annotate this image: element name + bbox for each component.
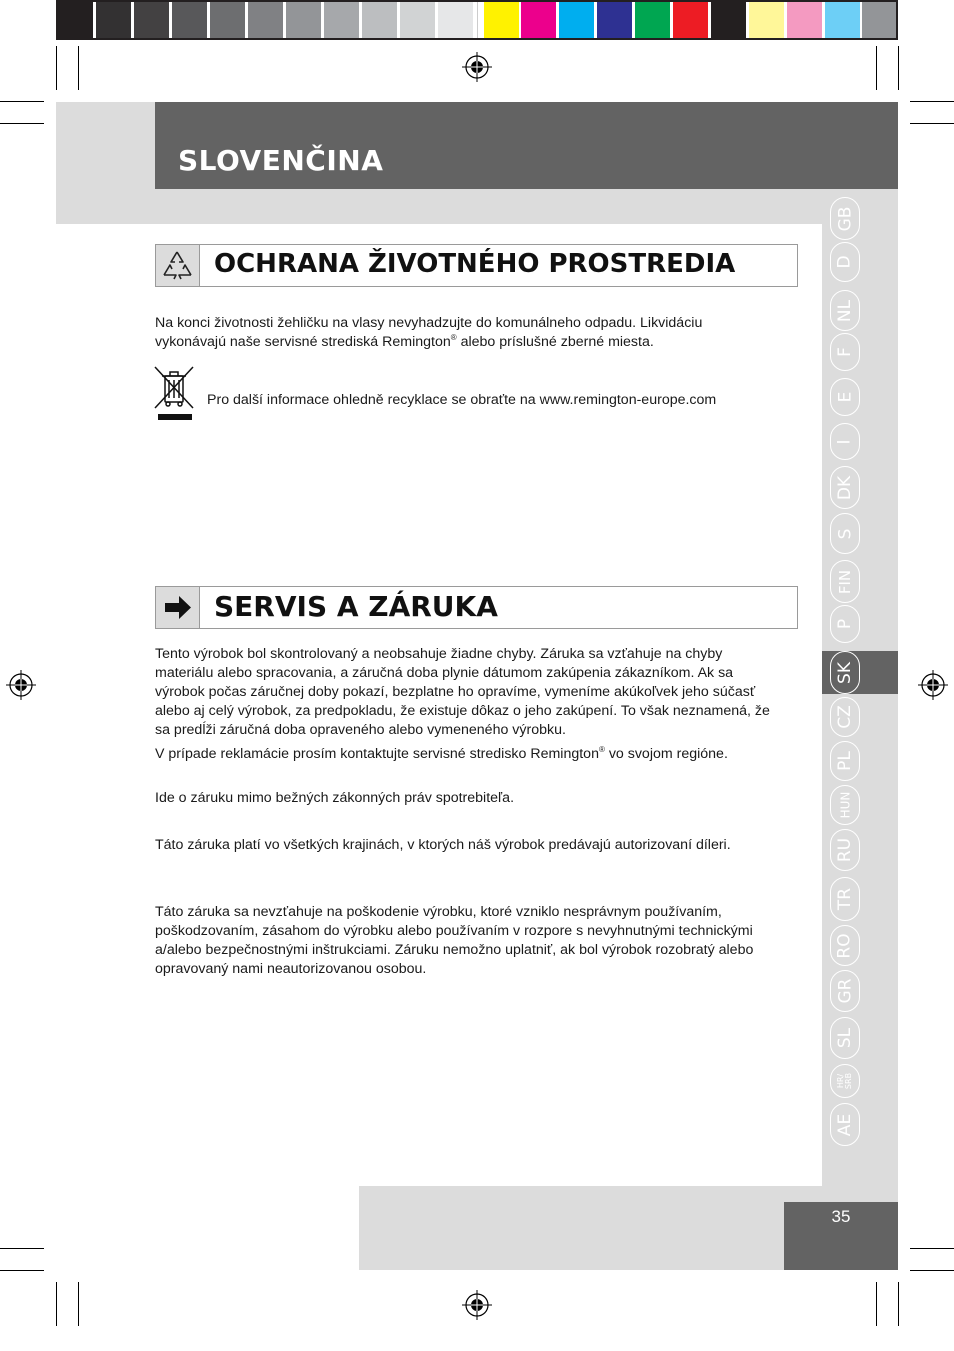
color-swatch xyxy=(711,2,746,38)
language-tab-label: AE xyxy=(835,1113,855,1136)
color-swatch xyxy=(635,2,670,38)
language-tab-label-line: SRB xyxy=(844,1072,853,1090)
language-tab-label: HUN xyxy=(837,791,852,819)
language-tab-tr[interactable] xyxy=(830,877,860,921)
language-tab-cz[interactable] xyxy=(830,697,860,737)
color-swatch xyxy=(787,2,822,38)
language-tab-label: PL xyxy=(834,751,855,771)
section-title: OCHRANA ŽIVOTNÉHO PROSTREDIA xyxy=(214,249,736,279)
registration-mark-icon xyxy=(462,52,492,82)
color-swatch xyxy=(210,2,245,38)
text-span: Na konci životnosti žehličku na vlasy nevyhadzujte do komunálneho odpadu. Likvidáciu vykonávajú naše servisné strediská Remington xyxy=(155,315,703,350)
language-tab-label: F xyxy=(835,347,855,357)
language-tab-nl[interactable] xyxy=(830,290,860,331)
color-swatch xyxy=(597,2,632,38)
color-swatch xyxy=(248,2,283,38)
language-tab-ro[interactable] xyxy=(830,925,860,966)
color-swatch xyxy=(484,2,519,38)
text-span: vo svojom regióne. xyxy=(604,746,728,762)
language-tab-pl[interactable] xyxy=(830,741,860,781)
color-swatch xyxy=(172,2,207,38)
language-tab-dk[interactable] xyxy=(830,466,860,509)
language-tab-label: S xyxy=(834,528,855,539)
color-swatch xyxy=(286,2,321,38)
language-tab-s[interactable] xyxy=(830,513,860,554)
color-swatch xyxy=(438,2,473,38)
language-tab-hun[interactable] xyxy=(830,785,860,825)
service-paragraph-1: Tento výrobok bol skontrolovaný a neobsahuje žiadne chyby. Záruka sa vzťahuje na chyby materiálu alebo spracovania, a záručná doba plynie dátumom zakúpenia zákazníkom. Ak sa výrobok počas záručnej doby pokazí, bezplatne ho opravíme, vymeníme akúkoľvek jeho súčasť alebo aj celý výrobok, za predpokladu, že existuje dôkaz o jeho zakúpení. To však neznamená, že sa predĺži záručná doba opraveného alebo vymeneného výrobku. xyxy=(155,646,770,738)
registered-mark: ® xyxy=(598,745,605,754)
recycle-icon xyxy=(156,245,200,286)
language-tab-i[interactable] xyxy=(830,423,860,460)
language-tab-label: DK xyxy=(835,475,855,500)
language-tab-label-line: HR/ xyxy=(836,1073,845,1089)
language-tab-label: RO xyxy=(834,932,855,959)
registration-mark-icon xyxy=(462,1290,492,1320)
registration-mark-icon xyxy=(918,670,948,700)
color-swatch xyxy=(58,2,93,38)
language-tab-label: E xyxy=(835,391,855,403)
section-heading-service xyxy=(155,586,798,629)
language-tab-label: NL xyxy=(834,299,855,322)
color-swatch xyxy=(559,2,594,38)
language-tab-p[interactable] xyxy=(830,605,860,643)
language-tab-label: CZ xyxy=(835,705,855,729)
language-tab-label xyxy=(837,1073,853,1089)
language-tab-sl[interactable] xyxy=(830,1017,860,1059)
language-tab-label: D xyxy=(835,255,855,269)
section-heading-environment xyxy=(155,244,798,287)
environment-paragraph xyxy=(155,314,775,352)
service-paragraph-2 xyxy=(155,745,755,764)
section-title: SERVIS A ZÁRUKA xyxy=(214,590,498,623)
language-tab-e[interactable] xyxy=(830,378,860,416)
color-swatch xyxy=(825,2,860,38)
language-tab-ae[interactable] xyxy=(830,1103,860,1146)
page-title: SLOVENČINA xyxy=(178,144,384,177)
color-swatch xyxy=(673,2,708,38)
language-tab-label: GR xyxy=(835,978,855,1004)
color-swatch xyxy=(862,2,897,38)
language-tab-ru[interactable] xyxy=(830,829,860,871)
language-tab-label: P xyxy=(834,618,855,630)
page-number: 35 xyxy=(831,1207,851,1226)
color-swatch xyxy=(362,2,397,38)
language-tab-label: I xyxy=(834,438,855,445)
color-swatch xyxy=(749,2,784,38)
registered-mark: ® xyxy=(450,333,457,342)
language-tab-label: RU xyxy=(834,837,855,863)
arrow-right-icon xyxy=(156,587,200,628)
service-paragraph-5: Táto záruka sa nevzťahuje na poškodenie výrobku, ktoré vzniklo nesprávnym používaním, poškodzovaním, zásahom do výrobku alebo používaním v rozpore s nevyhnutnými technickými a/alebo bezpečnostnými inštrukciami. Záruku nemožno uplatniť, ak bol výrobok rozobratý alebo opravovaný nami neautorizovanou osobou. xyxy=(155,904,754,977)
language-tab-gr[interactable] xyxy=(830,970,860,1012)
color-swatch xyxy=(400,2,435,38)
language-tab-sk[interactable] xyxy=(830,651,860,694)
text-span: V prípade reklamácie prosím kontaktujte servisné stredisko Remington xyxy=(155,746,599,762)
crossed-bin-icon xyxy=(152,364,196,422)
text-span: alebo príslušné zberné miesta. xyxy=(456,334,654,350)
service-paragraph-3: Ide o záruku mimo bežných zákonných práv spotrebiteľa. xyxy=(155,790,515,806)
service-paragraph-4: Táto záruka platí vo všetkých krajinách, v ktorých náš výrobok predávajú autorizovaní díleri. xyxy=(155,837,731,853)
color-swatch xyxy=(134,2,169,38)
language-tab-d[interactable] xyxy=(830,242,860,282)
color-swatch xyxy=(324,2,359,38)
language-tab-label: SK xyxy=(834,661,855,684)
color-swatch xyxy=(96,2,131,38)
language-tab-f[interactable] xyxy=(830,333,860,371)
language-tab-label: FIN xyxy=(836,569,854,594)
language-tab-hr-srb[interactable] xyxy=(830,1064,860,1098)
registration-mark-icon xyxy=(6,670,36,700)
language-tab-label: TR xyxy=(834,887,855,911)
recycling-info-text: Pro další informace ohledně recyklace se obraťte na www.remington-europe.com xyxy=(207,392,717,408)
color-swatch xyxy=(521,2,556,38)
language-tab-label: GB xyxy=(835,206,855,231)
language-tab-gb[interactable] xyxy=(830,197,860,240)
language-tab-label: SL xyxy=(834,1027,855,1049)
language-tab-fin[interactable] xyxy=(830,560,860,603)
